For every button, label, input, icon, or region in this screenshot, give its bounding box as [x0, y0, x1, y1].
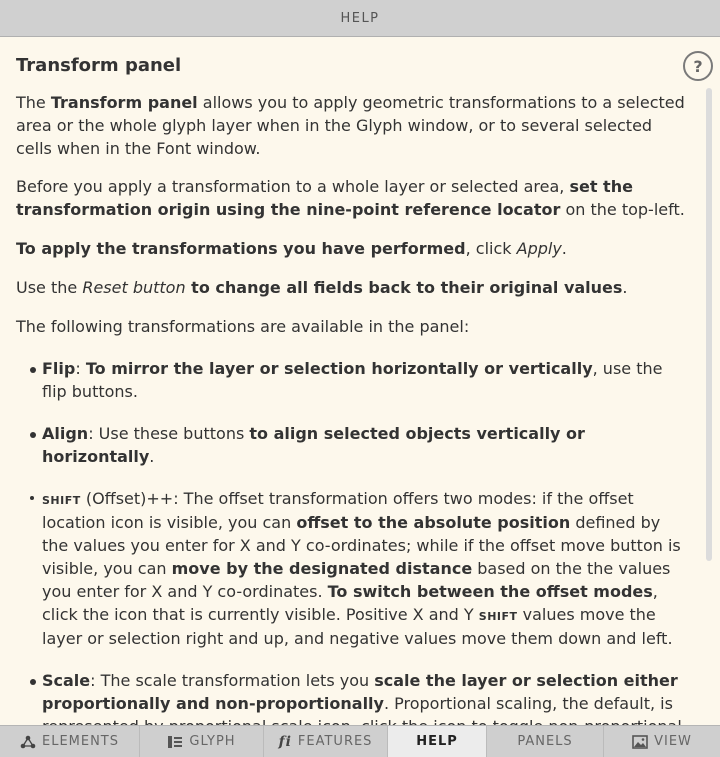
list-item-offset: SHIFT (Offset)++: The offset transformation offers two modes: if the offset location icon is visible, you can offset to the absolute position defined by the values you enter for X and Y co-ordinates; while if the offset move button is visible, you can move by the designated distance based on the the values you enter for X and Y co-ordinates. To switch between the offset modes, click the icon that is currently visible. Positive X and Y SHIFT values move the layer or selection right and up, and negative values move them down and left. [42, 488, 686, 652]
panel-title: HELP [340, 10, 380, 26]
transform-list [16, 358, 686, 738]
paragraph-intro: The Transform panel allows you to apply geometric transformations to a selected area or the whole glyph layer when in the Glyph window, or to several selected cells when in the Font window. [16, 93, 685, 158]
scrollbar[interactable] [706, 88, 712, 561]
paragraph-reset: Use the Reset button to change all fields back to their original values. [16, 277, 628, 297]
image-icon [632, 735, 648, 749]
help-content[interactable] [0, 37, 720, 725]
doc-title: Transform panel [16, 55, 182, 76]
glyph-icon [167, 735, 183, 749]
tab-features[interactable]: fi FEATURES [264, 726, 388, 757]
paragraph-origin: Before you apply a transformation to a whole layer or selected area, set the transformation origin using the nine-point reference locator on the top-left. [16, 177, 685, 220]
tab-help[interactable]: HELP [388, 726, 487, 757]
list-item-flip: Flip: To mirror the layer or selection horizontally or vertically, use the flip buttons. [42, 358, 686, 404]
bottom-tab-bar [0, 725, 720, 757]
fi-ligature-icon: fi [278, 733, 292, 750]
panel-header [0, 0, 720, 37]
tab-elements[interactable]: ELEMENTS [0, 726, 140, 757]
list-item-align: Align: Use these buttons to align selected objects vertically or horizontally. [42, 423, 686, 469]
tab-panels[interactable]: PANELS [487, 726, 604, 757]
paragraph-apply: To apply the transformations you have performed, click Apply. [16, 238, 567, 258]
help-question-icon[interactable]: ? [683, 51, 713, 81]
paragraph-list-intro: The following transformations are available in the panel: [16, 316, 470, 336]
tab-glyph[interactable]: GLYPH [140, 726, 264, 757]
elements-icon [20, 735, 36, 749]
tab-view[interactable]: VIEW [604, 726, 720, 757]
list-item-scale: Scale: The scale transformation lets you scale the layer or selection either proportionally and non-proportionally. Proportional scaling, the default, is [42, 670, 686, 738]
